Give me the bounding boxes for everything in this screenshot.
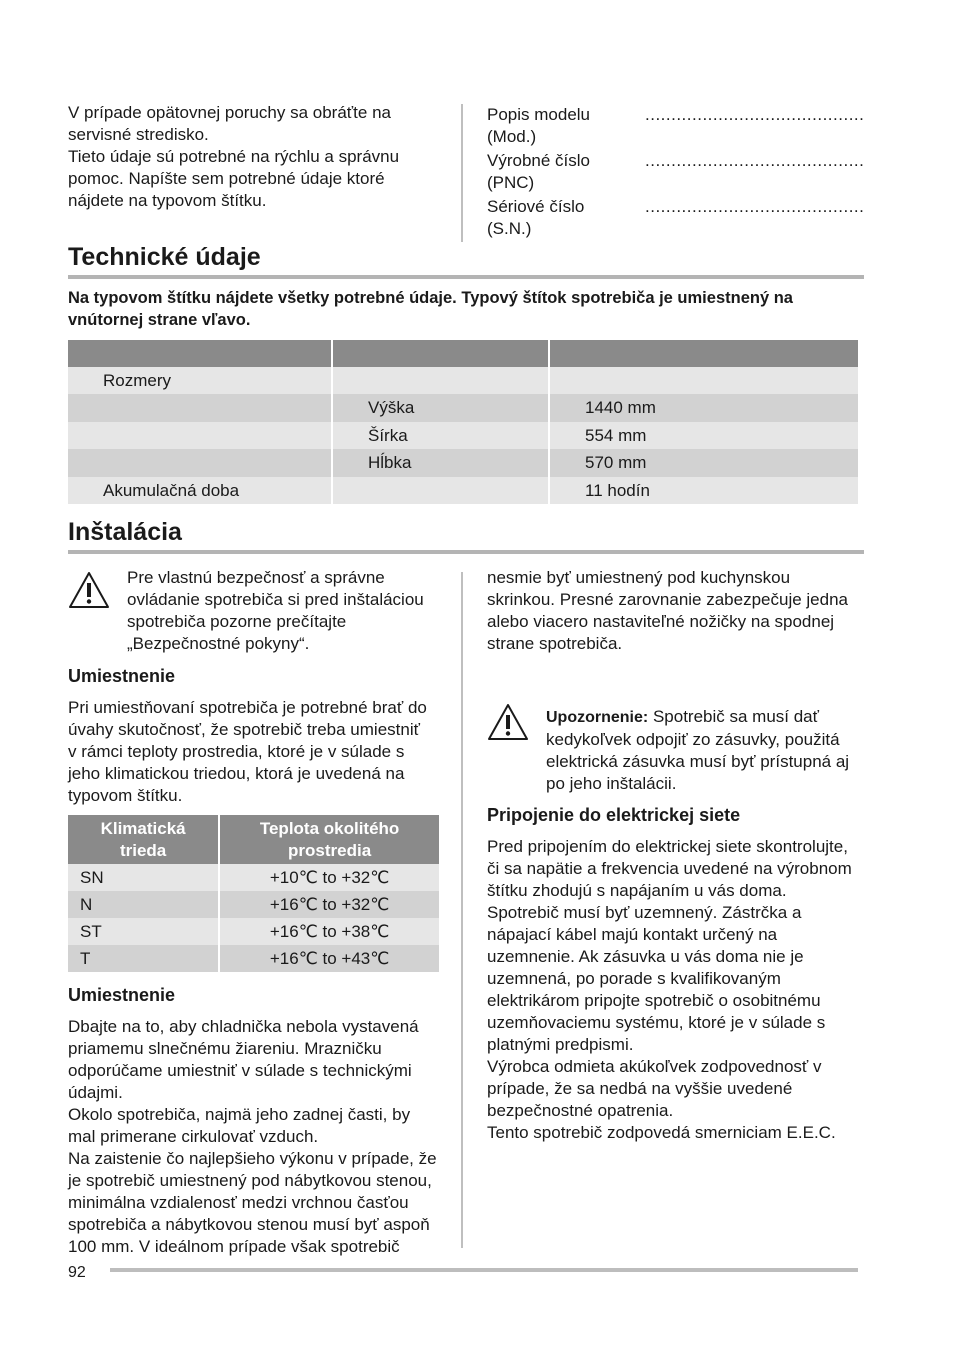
tech-cell-sub: Hĺbka	[331, 449, 548, 476]
table-row	[68, 918, 439, 945]
footer-rule	[110, 1268, 858, 1272]
tech-cell-label: Rozmery	[103, 371, 172, 390]
placement-heading-1: Umiestnenie	[68, 666, 176, 686]
climate-class: T	[80, 949, 91, 968]
tech-cell-value: 570 mm	[548, 449, 858, 476]
tech-cell-value: 1440 mm	[548, 394, 858, 421]
tech-cell-label: Akumulačná doba	[103, 480, 240, 500]
table-row	[68, 945, 439, 972]
tech-header-cell	[548, 340, 858, 367]
climate-header-temp: Teplota okolitého prostredia	[218, 815, 439, 864]
table-row	[68, 394, 858, 421]
placement-continuation: nesmie byť umiestnený pod kuchynskou skrinkou. Presné zarovnanie zabezpečuje jedna alebo viacero nastaviteľné nožičky na spodnej strane spotrebiča.	[487, 568, 849, 653]
table-row	[68, 449, 858, 476]
climate-range: +16℃ to +43℃	[218, 945, 439, 972]
climate-table	[68, 815, 439, 972]
climate-range: +10℃ to +32℃	[218, 864, 439, 891]
model-info-row-pnc	[487, 150, 865, 196]
tech-cell-sub: Šírka	[331, 422, 548, 449]
intro-text: V prípade opätovnej poruchy sa obráťte na servisné stredisko. Tieto údaje sú potrebné na rýchlu a správnu pomoc. Napíšte sem potrebné údaje ktoré nájdete na typovom štítku.	[68, 103, 400, 210]
tech-header-cell	[68, 340, 331, 367]
climate-class: ST	[80, 922, 102, 941]
warning-text: kedykoľvek odpojiť zo zásuvky, použitá elektrická zásuvka musí byť prístupná aj po jeho inštalácii.	[546, 730, 850, 793]
table-row	[68, 367, 858, 394]
tech-cell-value: 11 hodín	[548, 477, 858, 504]
climate-class: N	[80, 895, 93, 914]
table-row	[68, 477, 858, 504]
tech-heading-rule	[68, 275, 864, 279]
column-divider-main	[461, 572, 463, 1248]
tech-header-cell	[331, 340, 548, 367]
climate-class: SN	[80, 868, 104, 887]
tech-cell-sub	[331, 477, 548, 504]
model-info-row-model	[487, 104, 865, 150]
tech-cell-sub: Výška	[331, 394, 548, 421]
tech-cell-label	[68, 422, 331, 449]
tech-cell-value	[548, 367, 858, 394]
tech-cell-value: 554 mm	[548, 422, 858, 449]
placement-heading-2: Umiestnenie	[68, 985, 176, 1005]
table-row	[68, 891, 439, 918]
page-number: 92	[68, 1264, 86, 1281]
climate-table-header	[68, 815, 439, 864]
placement-text-2: Dbajte na to, aby chladnička nebola vystavená priamemu slnečnému žiareniu. Mrazničku odporúčame umiestniť v súlade s technickými údajmi. Okolo spotrebiča, najmä jeho zadnej časti, by mal primerane cirkulovať vzduch. Na zaistenie čo najlepšieho výkonu v prípade, že je spotrebič umiestnený pod nábytkovou stenou, minimálna vzdialenosť medzi vrchnou časťou spotrebiča a nábytkovou stenou musí byť aspoň 100 mm. V ideálnom prípade však spotrebič	[68, 1017, 437, 1256]
tech-heading: Technické údaje	[68, 243, 261, 271]
warning-triangle-icon	[486, 702, 530, 742]
tech-table	[68, 340, 858, 504]
tech-cell-sub	[331, 367, 548, 394]
climate-header-class: Klimatická trieda	[100, 818, 186, 860]
serial-label: Sériové číslo (S.N.)	[487, 197, 585, 238]
warning-first-text: Spotrebič sa musí dať	[648, 707, 820, 726]
model-label: Popis modelu (Mod.)	[487, 105, 591, 146]
table-row	[68, 864, 439, 891]
placement-text-1: Pri umiestňovaní spotrebiča je potrebné brať do úvahy skutočnosť, že spotrebič treba umiestniť v rámci teploty prostredia, ktoré je v súlade s jeho klimatickou triedou, ktorá je uvedená na typovom štítku.	[68, 698, 427, 805]
electric-text: Pred pripojením do elektrickej siete skontrolujte, či sa napätie a frekvencia uvedené na výrobnom štítku zhodujú s napájaním u vás doma. Spotrebič musí byť uzemnený. Zástrčka a nápajací kábel majú kontakt určený na uzemnenie. Ak zásuvka u vás doma nie je uzemnená, po porade s kvalifikovaným elektrikárom pripojte spotrebič o osobitnému uzemňovaciemu systému, ktoré je v súlade s platnými predpismi. Výrobca odmieta akúkoľvek zodpovednosť v prípade, že sa nedbá na vyššie uvedené bezpečnostné opatrenia. Tento spotrebič zodpovedá smerniciam E.E.C.	[487, 837, 852, 1142]
model-info-row-serial	[487, 196, 865, 242]
climate-range: +16℃ to +32℃	[218, 891, 439, 918]
pnc-label: Výrobné číslo (PNC)	[487, 151, 590, 192]
climate-range: +16℃ to +38℃	[218, 918, 439, 945]
tech-cell-label	[68, 449, 331, 476]
warning-triangle-icon	[67, 570, 111, 610]
warning-note	[546, 706, 866, 795]
pnc-dots: ..........................................	[645, 151, 865, 170]
table-row	[68, 422, 858, 449]
electric-heading: Pripojenie do elektrickej siete	[487, 805, 741, 825]
safety-note: Pre vlastnú bezpečnosť a správne ovládanie spotrebiča si pred inštaláciou spotrebiča pozorne prečítajte „Bezpečnostné pokyny“.	[127, 568, 424, 653]
column-divider-top	[461, 104, 463, 242]
model-dots: ..........................................	[645, 105, 865, 124]
tech-cell-label	[68, 394, 331, 421]
tech-table-header	[68, 340, 858, 367]
install-heading-rule	[68, 550, 864, 554]
warning-label: Upozornenie:	[546, 709, 649, 726]
serial-dots: ..........................................	[645, 197, 865, 216]
tech-intro: Na typovom štítku nájdete všetky potrebné údaje. Typový štítok spotrebiča je umiestnený na vnútornej strane vľavo.	[68, 289, 793, 329]
install-heading: Inštalácia	[68, 518, 182, 546]
warning-first-line	[546, 706, 866, 729]
